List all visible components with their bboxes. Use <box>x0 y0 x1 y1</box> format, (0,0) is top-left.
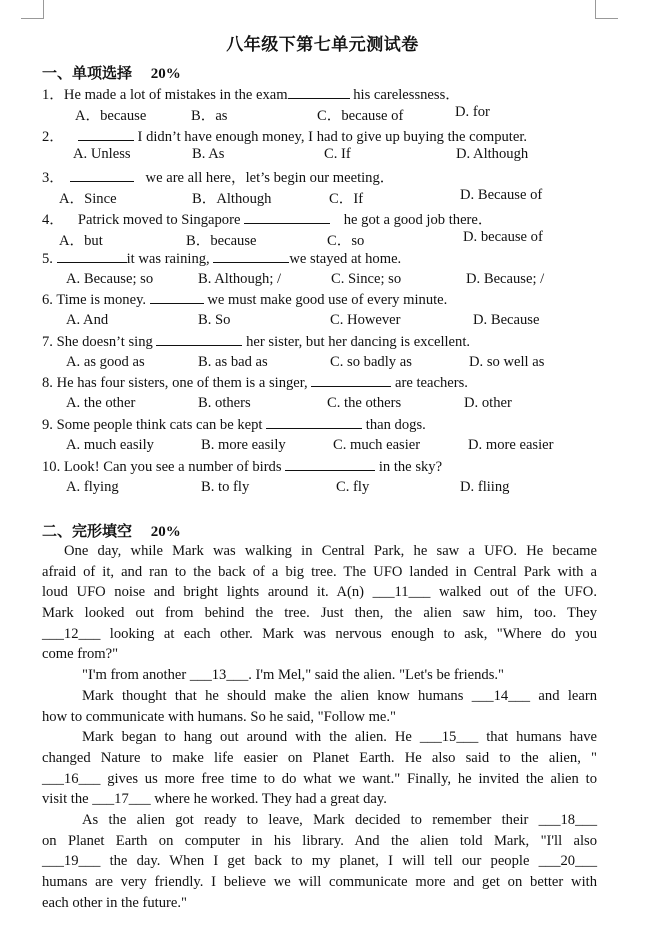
answer-blank[interactable] <box>213 250 289 263</box>
question-text: than dogs. <box>362 417 426 433</box>
answer-blank[interactable] <box>156 333 242 346</box>
option-d[interactable]: D. Because <box>473 312 540 328</box>
option-a[interactable]: A. much easily <box>66 437 154 453</box>
question-text: his carelessness． <box>349 87 460 103</box>
option-a[interactable]: A. And <box>66 312 109 328</box>
passage-line: ___19___ the day. When I get back to my planet, I will tell our people ___20___ <box>42 853 597 870</box>
section1-heading <box>42 62 181 83</box>
question-text: we must make good use of every minute. <box>203 292 448 308</box>
passage-line: visit the ___17___ where he worked. They had a great day. <box>42 791 387 808</box>
option-a[interactable]: A．because <box>75 108 147 124</box>
passage-line: Mark looked out from behind the tree. Just then, the alien saw him, too. They <box>42 605 597 622</box>
question-text: we stayed at home. <box>289 251 402 267</box>
cloze-passage <box>42 541 597 913</box>
option-c[interactable]: C. fly <box>336 479 370 495</box>
section1-heading-text: 一、单项选择 <box>42 66 133 82</box>
passage-line: each other in the future." <box>42 894 187 911</box>
question-text: He has four sisters, one of them is a singer, <box>56 375 312 391</box>
question-6 <box>42 291 447 309</box>
option-a[interactable]: A. the other <box>66 395 136 411</box>
answer-blank[interactable] <box>288 86 350 99</box>
option-a[interactable]: A．Since <box>59 191 117 207</box>
crop-mark-left <box>21 0 44 19</box>
question-text: Time is money. <box>56 292 150 308</box>
crop-mark-right <box>595 0 618 19</box>
option-b[interactable]: B. as bad as <box>198 354 268 370</box>
option-c[interactable]: C. If <box>324 146 351 162</box>
passage-line: loud UFO noise and bright lights around it. A(n) ___11___ walked out of the UFO. <box>42 584 597 601</box>
question-1 <box>42 83 460 104</box>
answer-blank[interactable] <box>78 128 134 141</box>
passage-line: come from?" <box>42 646 119 663</box>
option-d[interactable]: D. more easier <box>468 437 554 453</box>
option-b[interactable]: B. others <box>198 395 251 411</box>
option-d[interactable]: D. fliing <box>460 479 510 495</box>
passage-line: As the alien got ready to leave, Mark decided to remember their ___18___ <box>82 811 597 828</box>
question-4 <box>42 208 492 229</box>
option-a[interactable]: A. Because; so <box>66 271 154 287</box>
option-c[interactable]: C．If <box>329 191 364 207</box>
answer-blank[interactable] <box>150 291 204 304</box>
passage-line: Mark thought that he should make the alien know humans ___14___ and learn <box>82 687 597 704</box>
answer-blank[interactable] <box>70 169 134 182</box>
option-a[interactable]: A. flying <box>66 479 119 495</box>
option-d[interactable]: D. because of <box>463 229 543 245</box>
question-number: 6. <box>42 292 57 308</box>
option-b[interactable]: B. So <box>198 312 231 328</box>
answer-blank[interactable] <box>57 250 127 263</box>
option-b[interactable]: B. As <box>192 146 225 162</box>
question-10 <box>42 458 442 476</box>
page-title: 八年级下第七单元测试卷 <box>226 35 419 54</box>
option-c[interactable]: C. so badly as <box>330 354 412 370</box>
option-c[interactable]: C．because of <box>317 108 404 124</box>
option-d[interactable]: D. other <box>464 395 512 411</box>
answer-blank[interactable] <box>285 458 375 471</box>
question-number: 4． <box>42 212 64 228</box>
passage-line: ___12___ looking at each other. Mark was nervous enough to ask, "Where do you <box>42 625 597 642</box>
section2-heading <box>42 520 181 541</box>
question-text: we are all here，let’s begin our meeting． <box>141 170 395 186</box>
question-number: 1． <box>42 87 64 103</box>
option-a[interactable]: A．but <box>59 233 103 249</box>
question-text: it was raining, <box>126 251 214 267</box>
option-d[interactable]: D. Because; / <box>466 271 545 287</box>
passage-line: "I'm from another ___13___. I'm Mel," said the alien. "Let's be friends." <box>82 667 505 684</box>
passage-line: changed Nature to make life easier on Planet Earth. He also said to the alien, " <box>42 749 597 766</box>
question-text: in the sky? <box>375 459 443 475</box>
question-text: I didn’t have enough money, I had to give up buying the computer. <box>133 129 528 145</box>
section2-heading-text: 二、完形填空 <box>42 524 133 540</box>
question-number: 7. <box>42 334 57 350</box>
passage-line: humans are very friendly. I believe we will communicate more and get on better with <box>42 874 597 890</box>
question-text: her sister, but her dancing is excellent. <box>242 334 471 350</box>
section1-percent: 20% <box>150 66 181 82</box>
passage-line: afraid of it, and ran to the back of a big tree. The UFO landed in Central Park with a <box>42 563 597 580</box>
question-number: 8. <box>42 375 57 391</box>
passage-line: Mark began to hang out around with the alien. He ___15___ that humans have <box>82 729 597 746</box>
question-2 <box>42 125 527 146</box>
answer-blank[interactable] <box>244 211 330 224</box>
option-b[interactable]: B．as <box>191 108 228 124</box>
question-text: are teachers. <box>391 375 468 391</box>
question-text: She doesn’t sing <box>56 334 157 350</box>
option-d[interactable]: D. for <box>455 104 490 120</box>
option-d[interactable]: D. Because of <box>460 187 543 203</box>
question-text: Look! Can you see a number of birds <box>63 459 286 475</box>
passage-line: how to communicate with humans. So he said, "Follow me." <box>42 708 397 725</box>
section2-percent: 20% <box>150 524 181 540</box>
option-b[interactable]: B．because <box>186 233 257 249</box>
option-c[interactable]: C. However <box>330 312 401 328</box>
option-b[interactable]: B. Although; / <box>198 271 282 287</box>
option-c[interactable]: C. Since; so <box>331 271 402 287</box>
option-d[interactable]: D. Although <box>456 146 529 162</box>
option-c[interactable]: C．so <box>327 233 365 249</box>
question-number: 5. <box>42 251 57 267</box>
option-d[interactable]: D. so well as <box>469 354 545 370</box>
passage-line: on Planet Earth on computer in his library. And the alien told Mark, "I'll also <box>42 832 597 849</box>
option-c[interactable]: C. much easier <box>333 437 421 453</box>
question-7 <box>42 333 470 351</box>
answer-blank[interactable] <box>311 374 391 387</box>
option-a[interactable]: A. as good as <box>66 354 145 370</box>
question-5 <box>42 250 401 268</box>
option-a[interactable]: A. Unless <box>73 146 131 162</box>
question-number: 3． <box>42 170 64 186</box>
question-text: Patrick moved to Singapore <box>77 212 245 228</box>
question-3 <box>42 166 394 187</box>
question-text: he got a good job there． <box>340 212 493 228</box>
passage-line: One day, while Mark was walking in Central Park, he saw a UFO. He became <box>64 543 597 559</box>
option-b[interactable]: B. to fly <box>201 479 250 495</box>
question-text: He made a lot of mistakes in the exam <box>63 87 288 103</box>
question-number: 10. <box>42 459 64 475</box>
passage-line: ___16___ gives us more free time to do what we want." Finally, he invited the alien to <box>42 770 597 787</box>
option-b[interactable]: B．Although <box>192 191 272 207</box>
question-number: 2． <box>42 129 64 145</box>
question-number: 9. <box>42 417 57 433</box>
option-c[interactable]: C. the others <box>327 395 402 411</box>
answer-blank[interactable] <box>266 416 362 429</box>
question-8 <box>42 374 468 392</box>
option-b[interactable]: B. more easily <box>201 437 286 453</box>
question-text: Some people think cats can be kept <box>56 417 267 433</box>
question-9 <box>42 416 426 434</box>
